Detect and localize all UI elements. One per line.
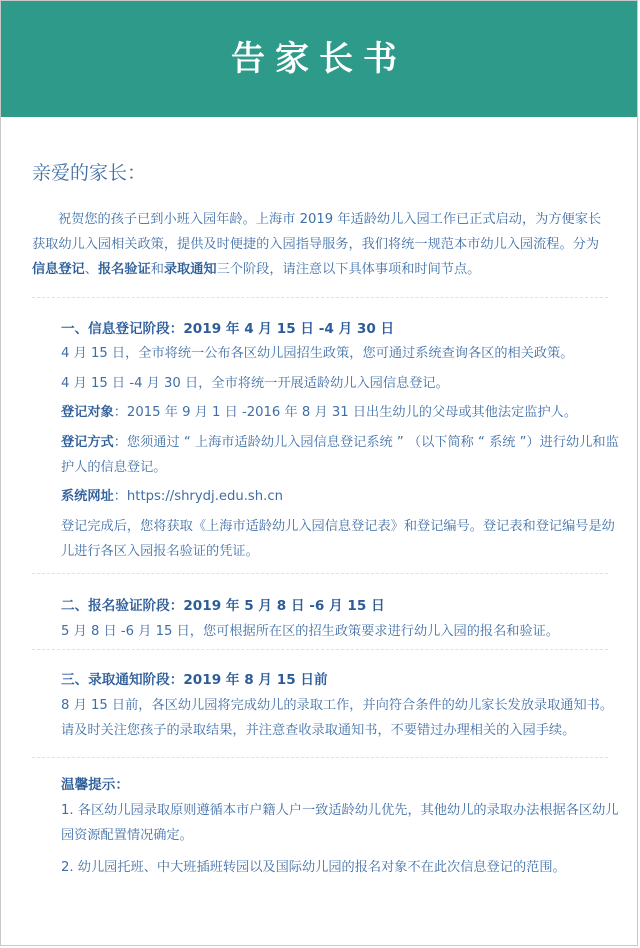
divider (32, 297, 608, 298)
target-text: ：2015 年 9 月 1 日 -2016 年 8 月 31 日出生幼儿的父母或其他法定监护人。 (113, 405, 578, 420)
section1-after: 登记完成后，您将获取《上海市适龄幼儿入园信息登记表》和登记编号。登记表和登记编号是幼儿进行各区入园报名验证的凭证。 (61, 519, 615, 559)
section1-heading: 一、信息登记阶段：2019 年 4 月 15 日 -4 月 30 日 (61, 321, 395, 337)
section1-site (61, 484, 621, 509)
page-title: 告家长书 (231, 39, 407, 79)
greeting: 亲爱的家长： (32, 162, 147, 184)
intro-paragraph (32, 207, 612, 282)
section1-target (61, 400, 621, 425)
section1-line1: 4 月 15 日，全市将统一公布各区幼儿园招生政策，您可通过系统查询各区的相关政策。 (61, 346, 574, 361)
divider (32, 757, 608, 758)
section2-line1: 5 月 8 日 -6 月 15 日，您可根据所在区的招生政策要求进行幼儿入园的报名和验证。 (61, 624, 560, 639)
note-item: 2. 幼儿园托班、中大班插班转园以及国际幼儿园的报名对象不在此次信息登记的范围。 (61, 860, 566, 875)
wave-border (1, 87, 637, 127)
method-text: ：您须通过 “ 上海市适龄幼儿入园信息登记系统 ” （以下简称 “ 系统 ”）进行幼儿和监护人的信息登记。 (61, 435, 619, 475)
note-item: 1. 各区幼儿园录取原则遵循本市户籍人户一致适龄幼儿优先，其他幼儿的录取办法根据各区幼儿园资源配置情况确定。 (61, 803, 619, 843)
site-label: 系统网址 (61, 489, 114, 504)
section1-method (61, 430, 621, 480)
stage-info-registration: 信息登记 (32, 262, 85, 277)
section3-heading: 三、录取通知阶段：2019 年 8 月 15 日前 (61, 672, 328, 688)
intro-separator-1: 、 (84, 262, 98, 277)
method-label: 登记方式 (61, 435, 114, 450)
intro-text-after: 三个阶段，请注意以下具体事项和时间节点。 (216, 262, 481, 277)
stage-application-verification: 报名验证 (97, 262, 151, 277)
section3-line1: 8 月 15 日前，各区幼儿园将完成幼儿的录取工作，并向符合条件的幼儿家长发放录取通知书。请及时关注您孩子的录取结果，并注意查收录取通知书，不要错过办理相关的入园手续。 (61, 698, 614, 738)
target-label: 登记对象 (61, 405, 114, 420)
section1-line2: 4 月 15 日 -4 月 30 日，全市将统一开展适龄幼儿入园信息登记。 (61, 376, 449, 391)
intro-text-before: 祝贺您的孩子已到小班入园年龄。上海市 2019 年适龄幼儿入园工作已正式启动，为方便家长获取幼儿入园相关政策，提供及时便捷的入园指导服务，我们将统一规范本市幼儿入园流程。分为 (32, 212, 602, 252)
stage-admission-notice: 录取通知 (163, 262, 217, 277)
site-url[interactable]: ：https://shrydj.edu.sh.cn (113, 489, 283, 504)
divider (32, 649, 608, 650)
notes-heading: 温馨提示： (61, 777, 129, 793)
intro-separator-2: 和 (150, 262, 164, 277)
divider (32, 573, 608, 574)
section2-heading: 二、报名验证阶段：2019 年 5 月 8 日 -6 月 15 日 (61, 598, 385, 614)
